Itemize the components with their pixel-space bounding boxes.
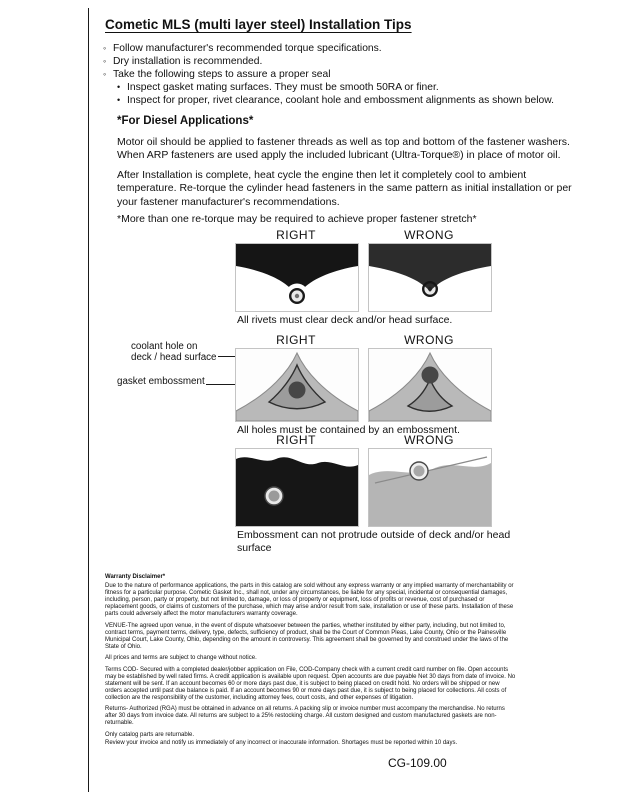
wrong-label: WRONG — [404, 433, 454, 447]
list-item — [103, 42, 583, 55]
gasket-embossment-callout: gasket embossment — [117, 376, 205, 387]
coolant-hole-callout: coolant hole on deck / head surface — [131, 341, 217, 363]
review-note: Review your invoice and notify us immediately of any incorrect or inaccurate information. Shortages must be reported within 10 days. — [105, 739, 458, 746]
right-label: RIGHT — [276, 333, 316, 347]
terms-paragraph: Terms COD- Secured with a completed dealer/jobber application on File, COD-Company check with a current credit card number on file. Open accounts may be established by well rated firms. A credit application is available upon request. Open accounts are due payable Net 30 days from date of invoice. No statement will be sent. If an account becomes 60 or more days past due, it is subject to being placed on credit hold. No orders will be shipped or new orders accepted until past due balance is paid. If an account becomes 90 or more days past due, it is subject to being placed for collections. All costs of collection are the responsibility of the customer, including attorney fees, court costs, and other expenses of litigation. — [105, 666, 516, 701]
warranty-heading: Warranty Disclaimer* — [105, 574, 166, 580]
tip-text: Follow manufacturer's recommended torque specifications. — [113, 43, 382, 54]
embossment-protrude-wrong-diagram — [368, 448, 492, 527]
returnable-note: Only catalog parts are returnable. — [105, 731, 195, 738]
wrong-label: WRONG — [404, 333, 454, 347]
tip-text: Take the following steps to assure a proper seal — [113, 69, 331, 80]
page-code: CG-109.00 — [388, 756, 447, 770]
embossment-contained-right-diagram — [235, 348, 359, 422]
legal-fine-print — [105, 574, 517, 751]
list-item — [103, 68, 583, 81]
open-bullet-icon: ◦ — [103, 69, 107, 79]
right-label: RIGHT — [276, 228, 316, 242]
installation-tips-list — [103, 42, 583, 107]
diesel-paragraph-1: Motor oil should be applied to fastener threads as well as top and bottom of the fastener washers. When ARP fasteners are used apply the included lubricant (Ultra-Torque®) in place of motor oil. — [117, 136, 570, 162]
warranty-paragraph: Due to the nature of performance applications, the parts in this catalog are sold without any express warranty or any implied warranty of merchantability or fitness for a particular purpose. Cometic Gasket Inc., shall not, under any circumstances, be liable for any special, incidental or consequential damages, including, person, party or property, but not limited to, damage, or loss of property or equipment, loss of profits or revenue, cost of purchased or replacement goods, or claims of customers of the purchase, which may arise and/or result from sale, installation or use of these parts. Installation of these parts could adversely affect the motor manufacturers warranty coverage. — [105, 583, 514, 617]
embossment-contained-wrong-diagram — [368, 348, 492, 422]
diesel-applications-heading: *For Diesel Applications* — [117, 115, 254, 127]
tip-text: Inspect gasket mating surfaces. They must be smooth 50RA or finer. — [127, 82, 439, 93]
tip-text: Inspect for proper, rivet clearance, coolant hole and embossment alignments as shown below. — [127, 95, 554, 106]
list-item — [103, 55, 583, 68]
left-margin-rule — [88, 8, 89, 792]
list-item — [117, 81, 583, 94]
filled-bullet-icon: • — [117, 95, 121, 105]
page-title: Cometic MLS (multi layer steel) Installation Tips — [105, 17, 412, 32]
list-item — [117, 94, 583, 107]
wrong-label: WRONG — [404, 228, 454, 242]
right-label: RIGHT — [276, 433, 316, 447]
rivet-clearance-wrong-diagram — [368, 243, 492, 312]
rivet-clearance-right-diagram — [235, 243, 359, 312]
retorque-note: *More than one re-torque may be required to achieve proper fastener stretch* — [117, 213, 477, 225]
returns-paragraph: Returns- Authorized (RGA) must be obtained in advance on all returns. A packing slip or invoice number must accompany the merchandise. No returns after 30 days from invoice date. All returns are subject to a 25% restocking charge. All custom designed and custom manufactured gaskets are non-returnable. — [105, 706, 505, 726]
open-bullet-icon: ◦ — [103, 56, 107, 66]
prices-note: All prices and terms are subject to change without notice. — [105, 655, 257, 661]
tip-text: Dry installation is recommended. — [113, 56, 263, 67]
embossment-protrude-right-diagram — [235, 448, 359, 527]
diesel-paragraph-2: After Installation is complete, heat cycle the engine then let it completely cool to ambient temperature. Re-torque the cylinder head fasteners in the same pattern as initial installation or per your fastener manufacturer's recommendations. — [117, 169, 572, 208]
row3-caption: Embossment can not protrude outside of deck and/or head surface — [237, 529, 511, 554]
filled-bullet-icon: • — [117, 82, 121, 92]
row2-caption: All holes must be contained by an embossment. — [237, 424, 460, 436]
open-bullet-icon: ◦ — [103, 43, 107, 53]
row1-caption: All rivets must clear deck and/or head surface. — [237, 314, 453, 326]
venue-paragraph: VENUE-The agreed upon venue, in the event of dispute whatsoever between the parties, whether instituted by either party, including, but not limited to, contract terms, payment terms, delivery, type, defects, sufficiency of product, shall be the Court of Common Pleas, Lake County, Ohio or the Painesville Municipal Court, Lake County, Ohio, depending on the amount in controversy. This agreement shall be governed by and construed under the laws of the State of Ohio. — [105, 622, 509, 650]
